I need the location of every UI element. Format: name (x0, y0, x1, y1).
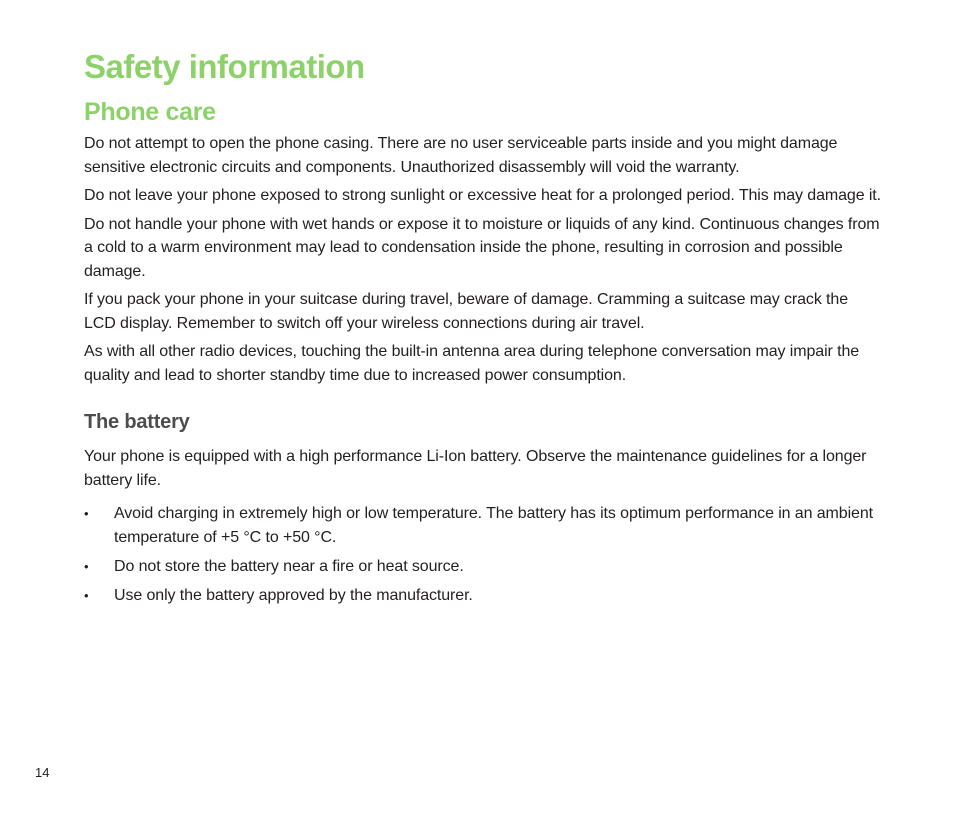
list-item-text: Avoid charging in extremely high or low temperature. The battery has its optimum performance in an ambient temperature of +5 °C to +50 °C. (114, 505, 873, 546)
phone-care-paragraph: Do not leave your phone exposed to strong sunlight or excessive heat for a prolonged period. This may damage it. (84, 187, 881, 204)
bullet-icon: • (84, 506, 89, 521)
list-item (84, 502, 884, 549)
phone-care-paragraph: Do not handle your phone with wet hands or expose it to moisture or liquids of any kind. Continuous changes from a cold to a warm environment may lead to condensation inside the phone, resulting in corrosion and possible damage. (84, 215, 880, 280)
phone-care-paragraph: As with all other radio devices, touching the built-in antenna area during telephone conversation may impair the quality and lead to shorter standby time due to increased power consumption. (84, 343, 860, 384)
list-item (84, 555, 884, 579)
phone-care-body (84, 132, 884, 387)
page-number: 14 (35, 765, 50, 780)
list-item-text: Use only the battery approved by the manufacturer. (114, 586, 473, 604)
document-content (84, 47, 884, 607)
bullet-icon: • (84, 558, 89, 574)
battery-intro-paragraph: Your phone is equipped with a high performance Li-Ion battery. Observe the maintenance guidelines for a longer battery life. (84, 448, 867, 489)
battery-body (84, 445, 884, 607)
page-title: Safety information (84, 48, 365, 85)
section-title-battery: The battery (84, 411, 190, 433)
list-item (84, 584, 884, 608)
section-title-phone-care: Phone care (84, 98, 216, 126)
phone-care-paragraph: Do not attempt to open the phone casing. There are no user serviceable parts inside and you might damage sensitive electronic circuits and components. Unauthorized disassembly will void the warranty. (84, 135, 838, 176)
battery-bullet-list (84, 502, 884, 607)
bullet-icon: • (84, 587, 89, 603)
list-item-text: Do not store the battery near a fire or heat source. (114, 557, 464, 575)
phone-care-paragraph: If you pack your phone in your suitcase during travel, beware of damage. Cramming a suitcase may crack the LCD display. Remember to switch off your wireless connections during air travel. (84, 291, 849, 332)
